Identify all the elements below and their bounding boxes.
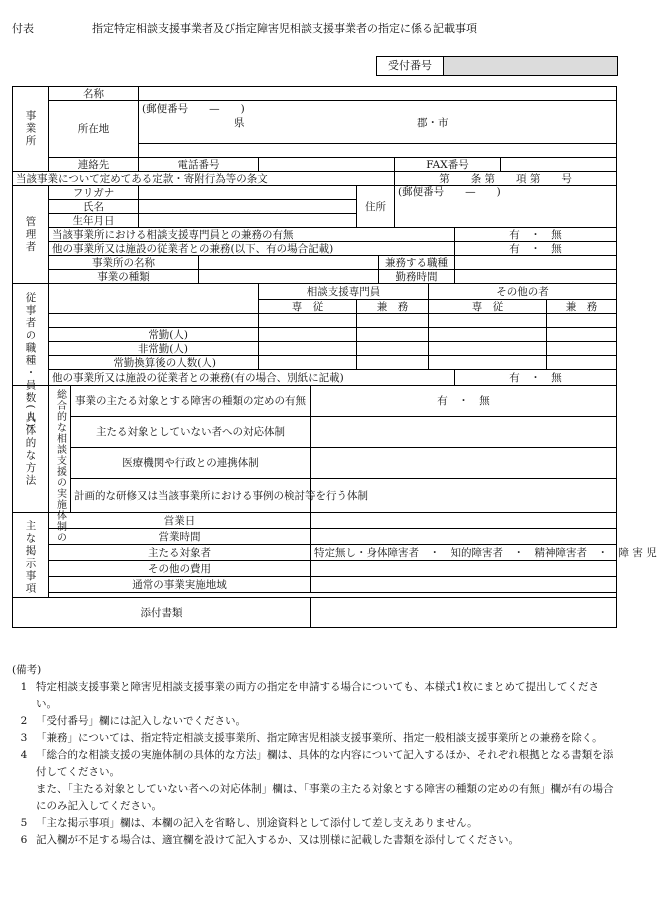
staff-specialist-dual-header: 兼 務	[357, 300, 429, 314]
notice-target-label: 主たる対象者	[49, 545, 311, 561]
staff-others-dual-header: 兼 務	[547, 300, 617, 314]
office-address-line2[interactable]	[139, 144, 617, 158]
office-prefecture-label: 県	[234, 117, 245, 129]
staff-cell[interactable]	[259, 356, 357, 370]
staff-cell[interactable]	[357, 314, 429, 328]
staff-others-header: その他の者	[429, 284, 617, 300]
method-row-nontarget-label: 主たる対象としていない者への対応体制	[71, 417, 311, 448]
notes-section	[12, 662, 618, 849]
manager-job-label: 兼務する職種	[379, 256, 455, 270]
articles-label: 当該事業について定めてある定款・寄附行為等の条文	[13, 172, 395, 186]
manager-birth-label: 生年月日	[49, 214, 139, 228]
note-item	[12, 815, 618, 832]
note-number: 5	[20, 817, 28, 829]
receipt-number-label: 受付番号	[377, 57, 444, 75]
method-row-nontarget-field[interactable]	[311, 417, 617, 448]
note-item	[12, 713, 618, 730]
note-number: 4	[20, 749, 28, 761]
receipt-number-box	[376, 56, 618, 76]
manager-furigana-label: フリガナ	[49, 186, 139, 200]
method-row-disability-choice[interactable]: 有 ・ 無	[311, 386, 617, 417]
office-address-field[interactable]	[139, 101, 617, 144]
staff-cell[interactable]	[429, 342, 547, 356]
staff-fulltime-row-label: 常勤(人)	[49, 328, 259, 342]
office-fax-field[interactable]	[501, 158, 617, 172]
staff-cell[interactable]	[547, 342, 617, 356]
note-item	[12, 747, 618, 781]
staff-cell[interactable]	[547, 328, 617, 342]
note-number: 2	[20, 715, 28, 727]
note-number	[12, 781, 36, 815]
manager-furigana-field[interactable]	[139, 186, 357, 200]
attachments-label: 添付書類	[13, 598, 311, 628]
manager-name-field[interactable]	[139, 200, 357, 214]
staff-cell[interactable]	[259, 328, 357, 342]
notice-days-field[interactable]	[311, 513, 617, 529]
staff-cell[interactable]	[357, 328, 429, 342]
manager-dual-specialist-choice[interactable]: 有 ・ 無	[455, 228, 617, 242]
method-row-medical-field[interactable]	[311, 448, 617, 479]
form-title: 指定特定相談支援事業者及び指定障害児相談支援事業者の指定に係る記載事項	[92, 22, 477, 35]
method-subsection-label: 総合的な相談支援の実施体制の	[54, 389, 66, 543]
note-item	[12, 781, 618, 815]
office-section-label: 事業所	[24, 110, 37, 148]
note-item	[12, 730, 618, 747]
manager-dual-other-choice[interactable]: 有 ・ 無	[455, 242, 617, 256]
attachments-field[interactable]	[311, 598, 617, 628]
notes-heading: (備考)	[12, 664, 42, 676]
staff-header-blank	[49, 284, 259, 314]
manager-type-field[interactable]	[199, 270, 379, 284]
staff-specialist-header: 相談支援専門員	[259, 284, 429, 300]
manager-job-field[interactable]	[455, 256, 617, 270]
form-label: 付表	[12, 22, 34, 35]
notice-fees-label: その他の費用	[49, 561, 311, 577]
notice-hours-label: 営業時間	[49, 529, 311, 545]
manager-residence-label: 住所	[357, 186, 395, 228]
note-text: 記入欄が不足する場合は、適宜欄を設けて記入するか、又は別様に記載した書類を添付してください。	[36, 834, 519, 846]
office-address-label: 所在地	[49, 101, 139, 158]
manager-type-label: 事業の種類	[49, 270, 199, 284]
note-text: 特定相談支援事業と障害児相談支援事業の両方の指定を申請する場合についても、本様式1枚にまとめて提出してください。	[36, 681, 599, 710]
notice-area-field[interactable]	[311, 577, 617, 593]
note-number: 6	[20, 834, 28, 846]
staff-cell[interactable]	[357, 356, 429, 370]
staff-parttime-row-label: 非常勤(人)	[49, 342, 259, 356]
office-fax-label: FAX番号	[395, 158, 501, 172]
receipt-number-field	[444, 57, 617, 75]
office-city-label: 郡・市	[417, 117, 449, 129]
staff-other-dual-label: 他の事業所又は施設の従業者との兼務(有の場合、別紙に記載)	[49, 370, 455, 386]
application-form-table	[12, 86, 657, 628]
note-number: 1	[20, 681, 28, 693]
manager-facility-field[interactable]	[199, 256, 379, 270]
staff-specialist-fulltime-header: 専 従	[259, 300, 357, 314]
note-text: 「受付番号」欄には記入しないでください。	[36, 715, 246, 727]
staff-cell[interactable]	[429, 314, 547, 328]
staff-fte-row-label: 常勤換算後の人数(人)	[49, 356, 259, 370]
staff-cell[interactable]	[547, 314, 617, 328]
manager-dual-specialist-label: 当該事業所における相談支援専門員との兼務の有無	[49, 228, 455, 242]
notice-hours-field[interactable]	[311, 529, 617, 545]
staff-others-fulltime-header: 専 従	[429, 300, 547, 314]
office-contact-label: 連絡先	[49, 158, 139, 172]
staff-cell[interactable]	[259, 314, 357, 328]
staff-other-dual-choice[interactable]: 有 ・ 無	[455, 370, 617, 386]
manager-birth-field[interactable]	[139, 214, 357, 228]
manager-dual-other-label: 他の事業所又は施設の従業者との兼務(以下、有の場合記載)	[49, 242, 455, 256]
note-item	[12, 832, 618, 849]
notice-days-label: 営業日	[49, 513, 311, 529]
notice-section-label: 主な掲示事項	[24, 520, 37, 595]
manager-hours-field[interactable]	[455, 270, 617, 284]
office-phone-field[interactable]	[259, 158, 395, 172]
method-section-label: 具体的な方法	[24, 411, 37, 487]
manager-hours-label: 勤務時間	[379, 270, 455, 284]
note-text: また、「主たる対象としていない者への対応体制」欄は、「事業の主たる対象とする障害の種類の定めの有無」欄が有の場合にのみ記入してください。	[36, 783, 614, 812]
office-phone-label: 電話番号	[139, 158, 259, 172]
staff-cell[interactable]	[429, 328, 547, 342]
manager-name-label: 氏名	[49, 200, 139, 214]
method-row-disability-label: 事業の主たる対象とする障害の種類の定めの有無	[71, 386, 311, 417]
notice-target-choice[interactable]: 特定無し・身体障害者 ・ 知的障害者 ・ 精神障害者 ・ 障 害 児	[311, 545, 617, 561]
method-row-medical-label: 医療機関や行政との連携体制	[71, 448, 311, 479]
manager-facility-label: 事業所の名称	[49, 256, 199, 270]
note-item	[12, 679, 618, 713]
staff-blank-row	[49, 314, 259, 328]
manager-postal-label: (郵便番号 — )	[398, 186, 501, 198]
notice-fees-field[interactable]	[311, 561, 617, 577]
note-text: 「総合的な相談支援の実施体制の具体的な方法」欄は、具体的な内容について記入するほか、それぞれ根拠となる書類を添付してください。	[36, 749, 614, 778]
articles-clause-field[interactable]: 第 条 第 項 第 号	[395, 172, 617, 186]
office-name-field[interactable]	[139, 87, 617, 101]
staff-cell[interactable]	[259, 342, 357, 356]
note-text: 「兼務」については、指定特定相談支援事業所、指定障害児相談支援事業所、指定一般相談支援事業所との兼務を除く。	[36, 732, 603, 744]
manager-residence-field[interactable]	[395, 186, 617, 228]
staff-cell[interactable]	[429, 356, 547, 370]
office-postal-label: (郵便番号 — )	[142, 103, 245, 115]
notice-area-label: 通常の事業実施地域	[49, 577, 311, 593]
staff-cell[interactable]	[357, 342, 429, 356]
office-name-label: 名称	[49, 87, 139, 101]
note-number: 3	[20, 732, 28, 744]
manager-section-label: 管理者	[24, 215, 37, 254]
staff-cell[interactable]	[547, 356, 617, 370]
method-row-training-label: 計画的な研修又は当該事業所における事例の検討等を行う体制	[71, 479, 311, 513]
note-text: 「主な掲示事項」欄は、本欄の記入を省略し、別途資料として添付して差し支えありません。	[36, 817, 478, 829]
staff-section-label: 従事者の職種・員数(人)	[24, 291, 37, 429]
